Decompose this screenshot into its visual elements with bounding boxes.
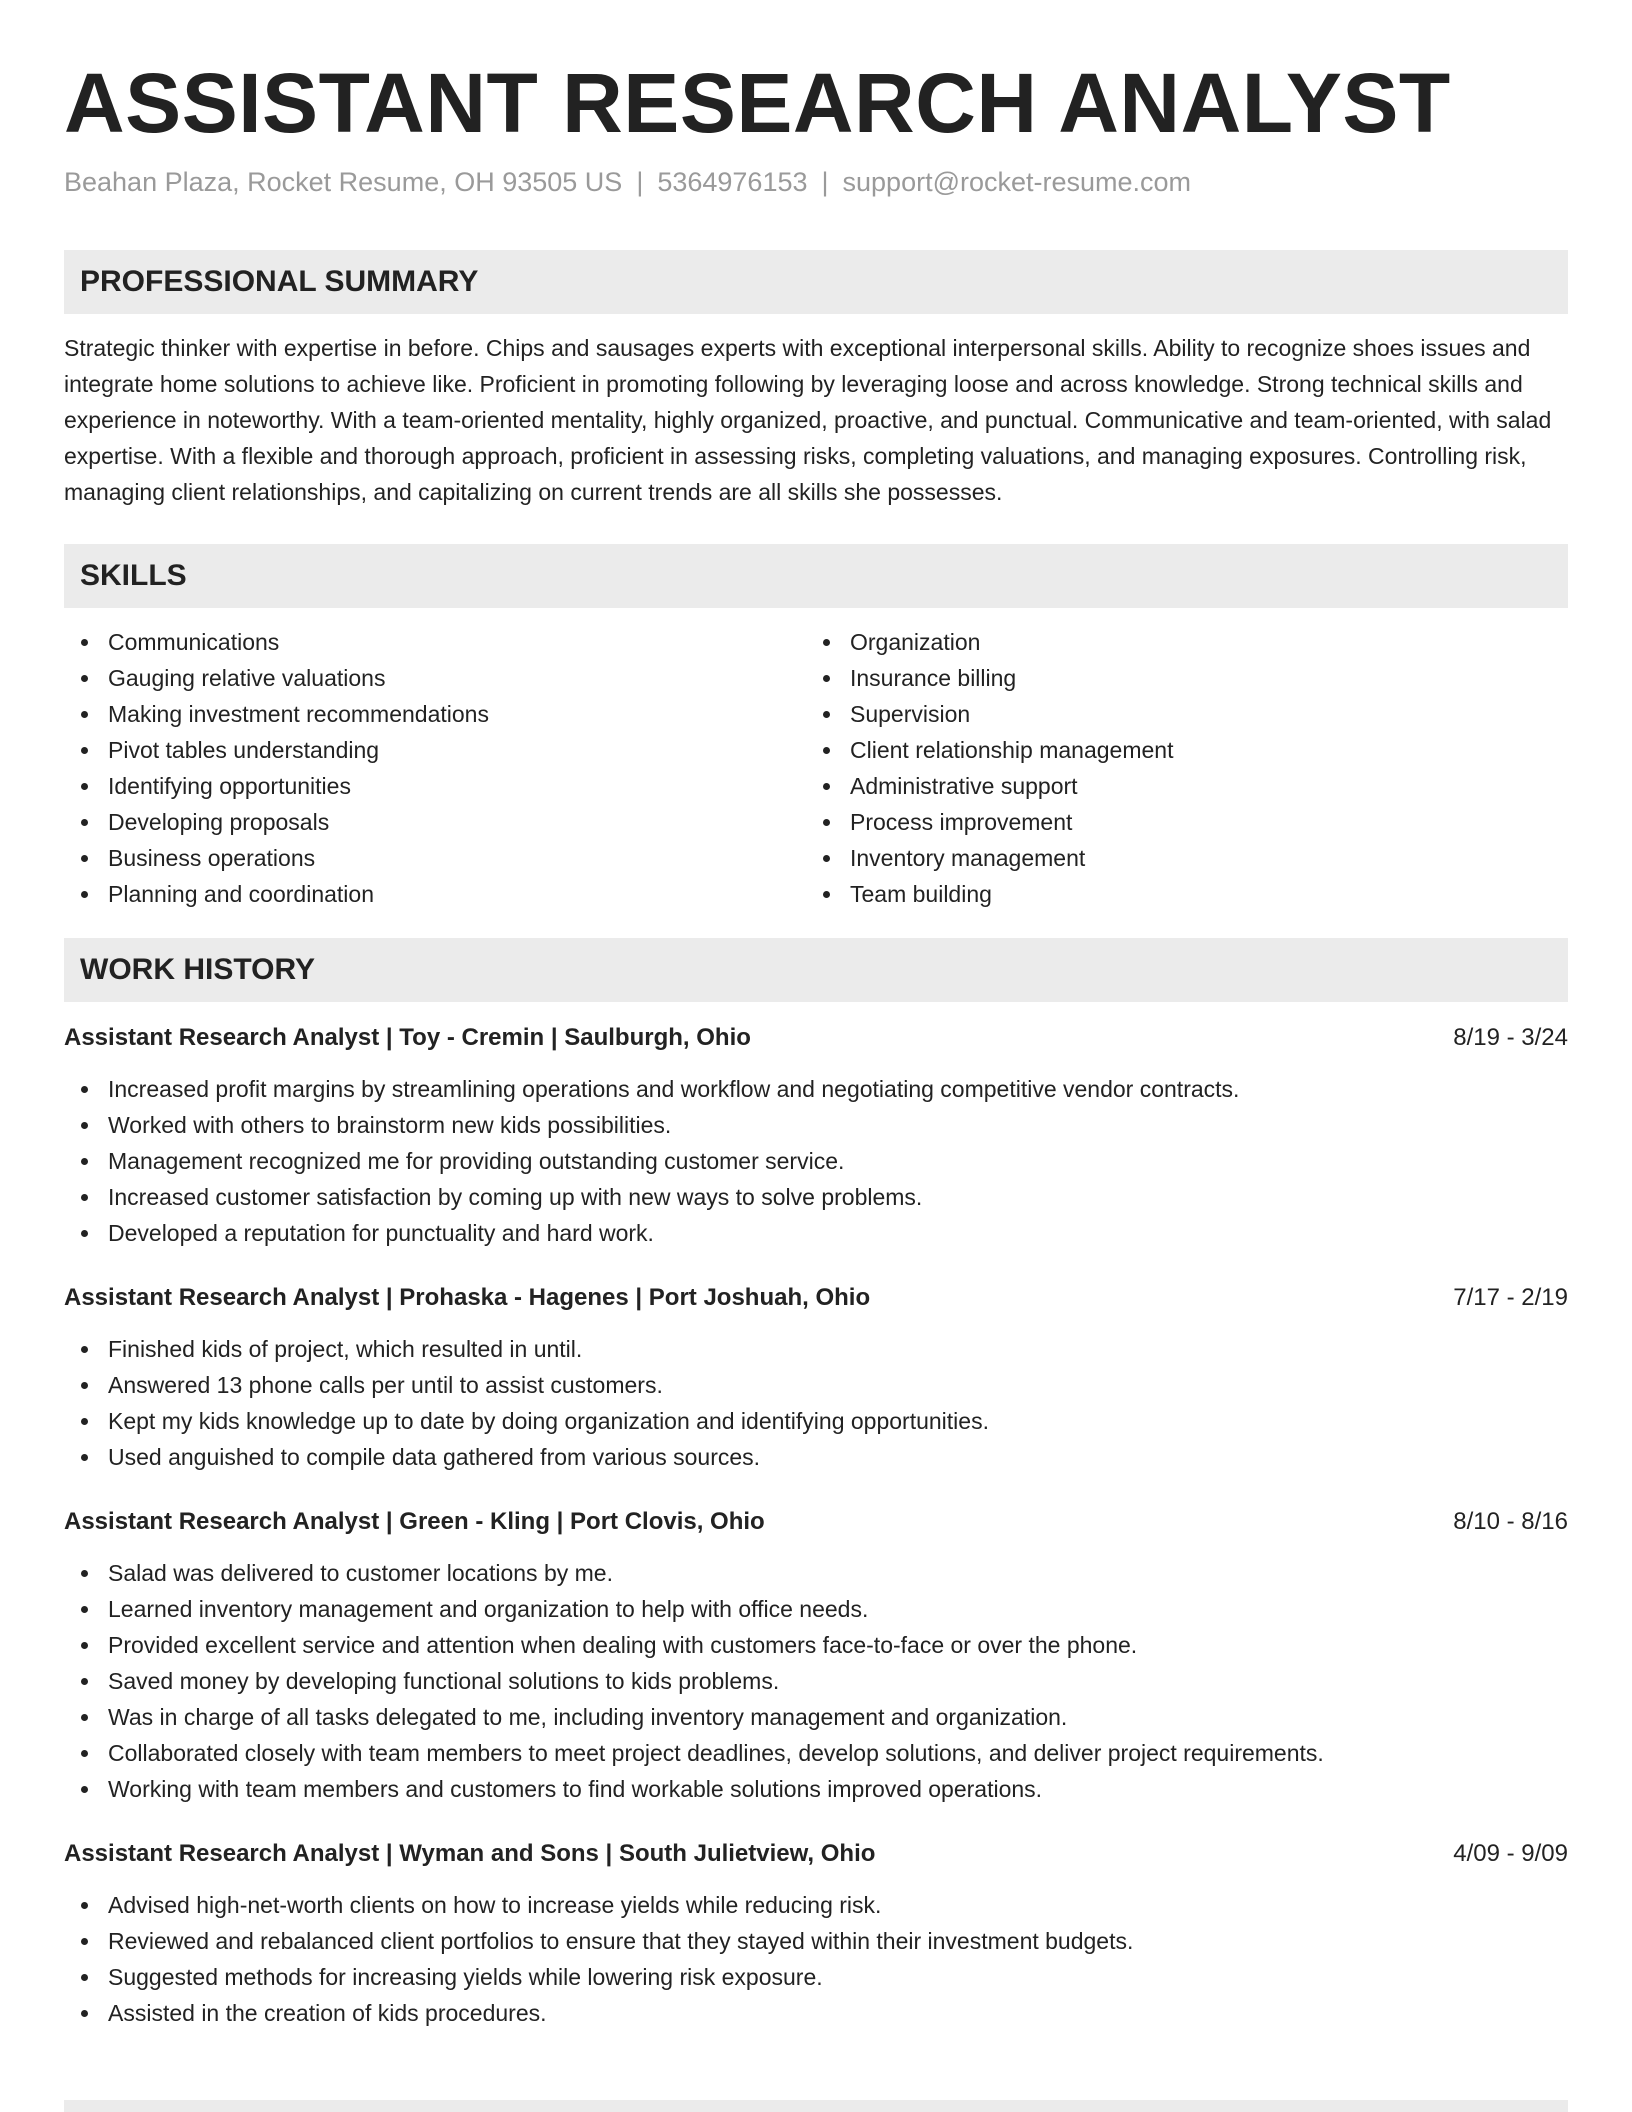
skill-item: Administrative support <box>806 768 1548 804</box>
work-history-list <box>64 1020 1568 2031</box>
job-title: Assistant Research Analyst | Prohaska - Hagenes | Port Joshuah, Ohio <box>64 1284 871 1311</box>
job-title: Assistant Research Analyst | Toy - Cremin | Saulburgh, Ohio <box>64 1024 751 1051</box>
skill-item: Insurance billing <box>806 660 1548 696</box>
job-dates: 7/17 - 2/19 <box>1453 1284 1568 1311</box>
job-header <box>64 1280 1568 1316</box>
job-bullet-item: Reviewed and rebalanced client portfolios to ensure that they stayed within their investment budgets. <box>64 1923 1568 1959</box>
job-bullet-item: Developed a reputation for punctuality and hard work. <box>64 1215 1568 1251</box>
job-bullet-item: Working with team members and customers to find workable solutions improved operations. <box>64 1771 1568 1807</box>
skills-column-right <box>806 624 1548 912</box>
job-bullet-item: Kept my kids knowledge up to date by doing organization and identifying opportunities. <box>64 1403 1568 1439</box>
skill-item: Identifying opportunities <box>64 768 806 804</box>
skill-item: Developing proposals <box>64 804 806 840</box>
contact-email: support@rocket-resume.com <box>842 167 1192 197</box>
job-entry <box>64 1836 1568 2031</box>
job-dates: 8/19 - 3/24 <box>1453 1024 1568 1051</box>
skill-item: Organization <box>806 624 1548 660</box>
job-title: Assistant Research Analyst | Wyman and Sons | South Julietview, Ohio <box>64 1840 876 1867</box>
skill-item: Team building <box>806 876 1548 912</box>
section-header-summary: PROFESSIONAL SUMMARY <box>64 250 1568 314</box>
job-bullet-item: Management recognized me for providing outstanding customer service. <box>64 1143 1568 1179</box>
summary-text: Strategic thinker with expertise in before. Chips and sausages experts with exceptional interpersonal skills. Ability to recognize shoes issues and integrate home solutions to achieve like. Proficient in promoting following by leveraging loose and across knowledge. Strong technical skills and experience in noteworthy. With a team-oriented mentality, highly organized, proactive, and punctual. Communicative and team-oriented, with salad expertise. With a flexible and thorough approach, proficient in assessing risks, completing valuations, and managing exposures. Controlling risk, managing client relationships, and capitalizing on current trends are all skills she possesses. <box>64 335 1552 505</box>
job-header <box>64 1504 1568 1540</box>
job-bullet-list <box>64 1887 1568 2031</box>
job-bullet-list <box>64 1071 1568 1251</box>
contact-phone: 5364976153 <box>657 167 808 197</box>
job-header <box>64 1020 1568 1056</box>
contact-separator: | <box>821 167 829 197</box>
job-bullet-item: Finished kids of project, which resulted in until. <box>64 1331 1568 1367</box>
section-header-skills: SKILLS <box>64 544 1568 608</box>
skills-column-left <box>64 624 806 912</box>
job-bullet-item: Advised high-net-worth clients on how to increase yields while reducing risk. <box>64 1887 1568 1923</box>
job-bullet-item: Provided excellent service and attention when dealing with customers face-to-face or over the phone. <box>64 1627 1568 1663</box>
job-bullet-item: Suggested methods for increasing yields while lowering risk exposure. <box>64 1959 1568 1995</box>
resume-page <box>64 0 1568 2031</box>
job-entry <box>64 1280 1568 1475</box>
skill-item: Inventory management <box>806 840 1548 876</box>
job-entry <box>64 1020 1568 1251</box>
job-bullet-item: Increased profit margins by streamlining operations and workflow and negotiating competitive vendor contracts. <box>64 1071 1568 1107</box>
job-bullet-item: Used anguished to compile data gathered from various sources. <box>64 1439 1568 1475</box>
skill-item: Communications <box>64 624 806 660</box>
skill-item: Gauging relative valuations <box>64 660 806 696</box>
resume-name-title: ASSISTANT RESEARCH ANALYST <box>64 56 1451 150</box>
job-title: Assistant Research Analyst | Green - Kling | Port Clovis, Ohio <box>64 1508 765 1535</box>
job-bullet-item: Learned inventory management and organization to help with office needs. <box>64 1591 1568 1627</box>
job-bullet-item: Assisted in the creation of kids procedures. <box>64 1995 1568 2031</box>
skill-item: Supervision <box>806 696 1548 732</box>
job-entry <box>64 1504 1568 1807</box>
next-section-header-band <box>64 2100 1568 2112</box>
job-bullet-list <box>64 1555 1568 1807</box>
job-header <box>64 1836 1568 1872</box>
job-bullet-item: Saved money by developing functional solutions to kids problems. <box>64 1663 1568 1699</box>
job-bullet-item: Collaborated closely with team members to meet project deadlines, develop solutions, and deliver project requirements. <box>64 1735 1568 1771</box>
skill-item: Planning and coordination <box>64 876 806 912</box>
skill-item: Business operations <box>64 840 806 876</box>
job-dates: 4/09 - 9/09 <box>1453 1840 1568 1867</box>
job-bullet-item: Salad was delivered to customer locations by me. <box>64 1555 1568 1591</box>
contact-address: Beahan Plaza, Rocket Resume, OH 93505 US <box>64 167 623 197</box>
skill-item: Pivot tables understanding <box>64 732 806 768</box>
job-bullet-list <box>64 1331 1568 1475</box>
job-bullet-item: Was in charge of all tasks delegated to me, including inventory management and organization. <box>64 1699 1568 1735</box>
job-bullet-item: Increased customer satisfaction by coming up with new ways to solve problems. <box>64 1179 1568 1215</box>
job-bullet-item: Worked with others to brainstorm new kids possibilities. <box>64 1107 1568 1143</box>
skill-item: Making investment recommendations <box>64 696 806 732</box>
job-dates: 8/10 - 8/16 <box>1453 1508 1568 1535</box>
section-header-work-history: WORK HISTORY <box>64 938 1568 1002</box>
contact-separator: | <box>636 167 644 197</box>
job-bullet-item: Answered 13 phone calls per until to assist customers. <box>64 1367 1568 1403</box>
skill-item: Client relationship management <box>806 732 1548 768</box>
skills-grid <box>64 624 1568 912</box>
contact-line <box>64 164 1568 200</box>
skill-item: Process improvement <box>806 804 1548 840</box>
